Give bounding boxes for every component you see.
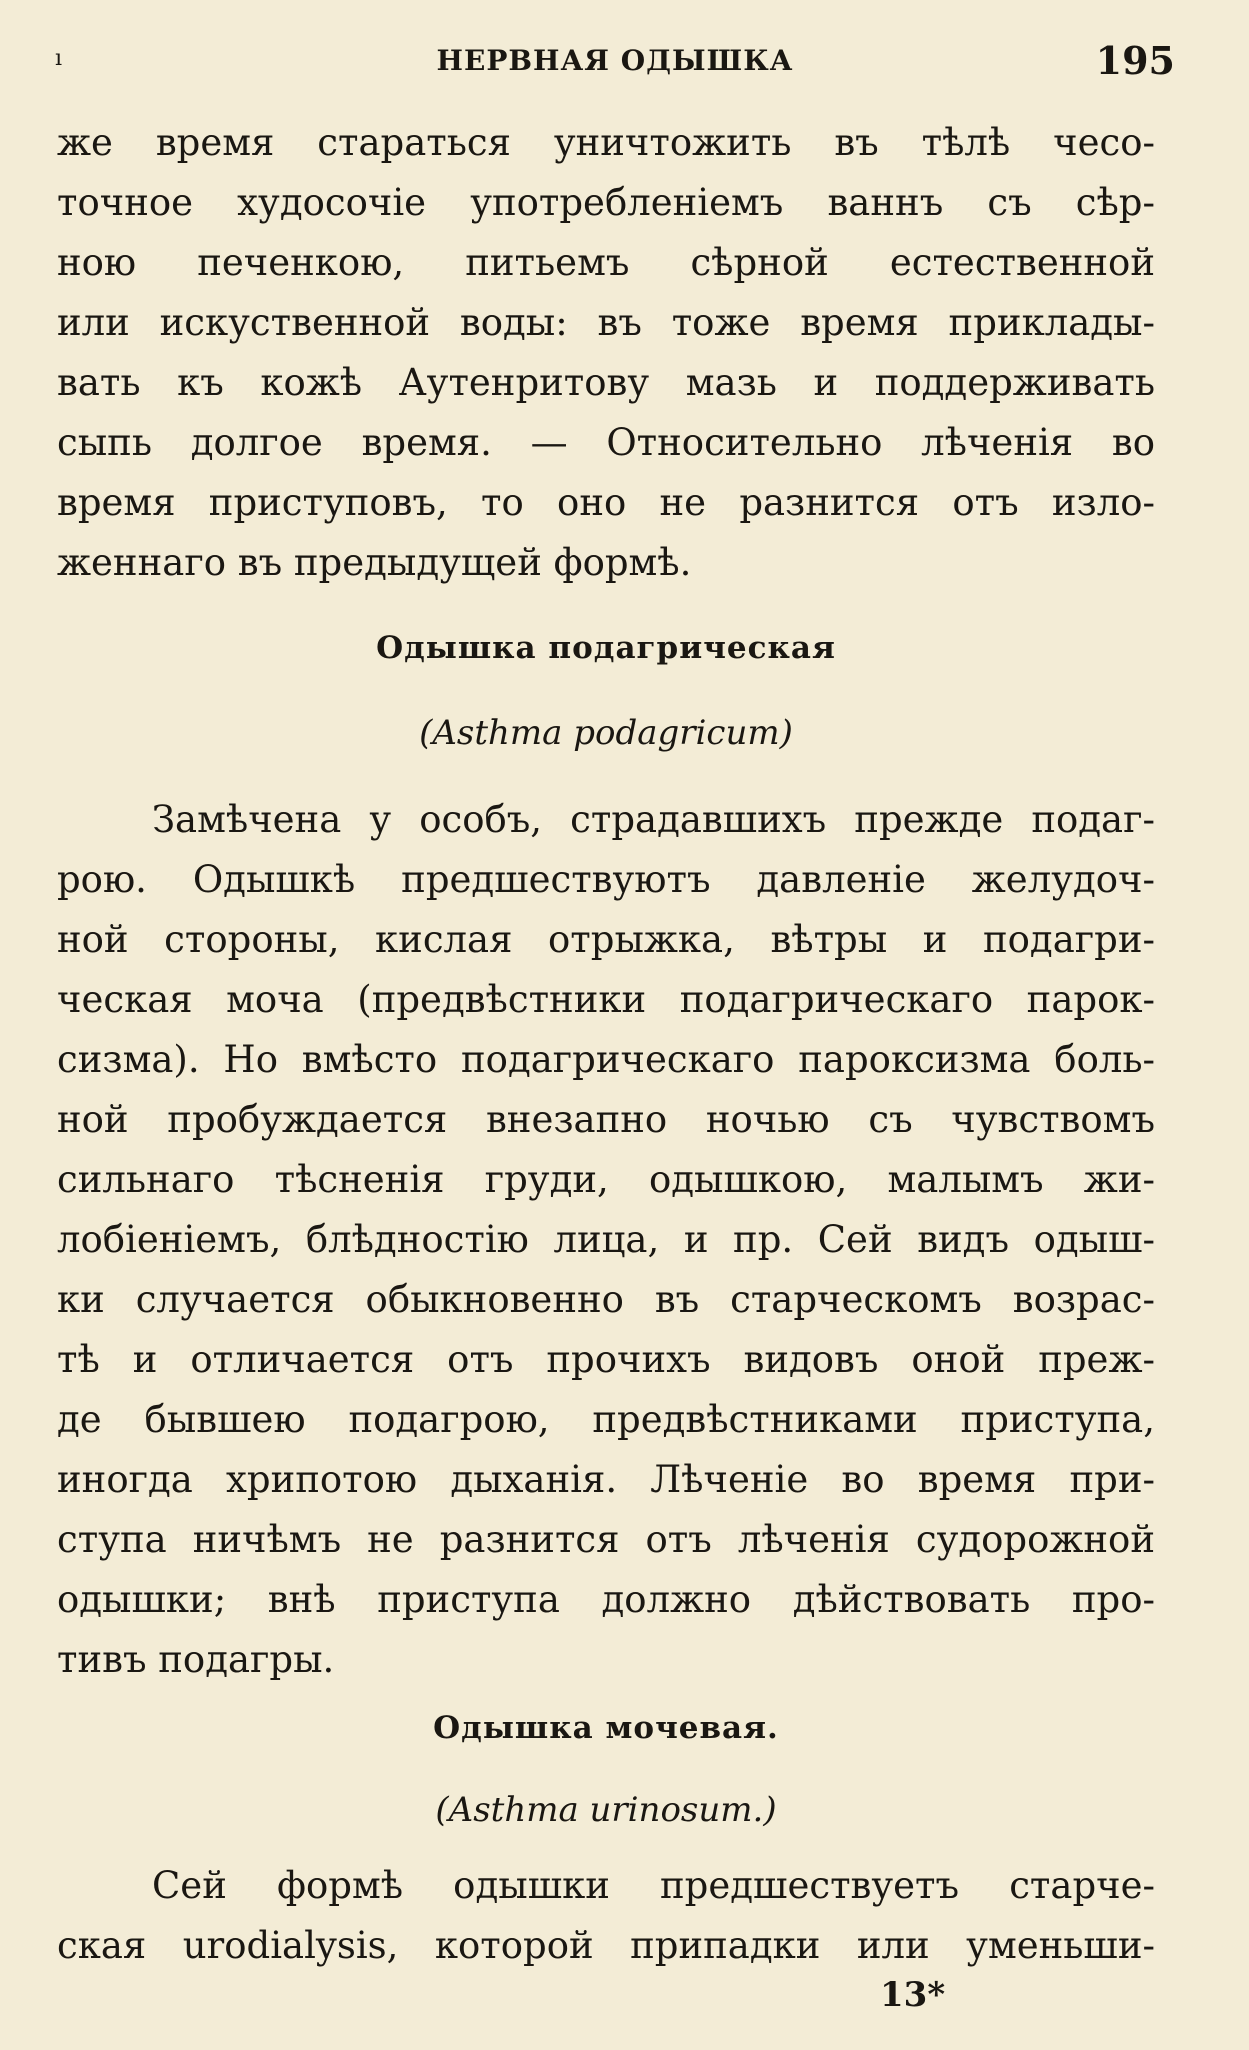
- text-line: ки случается обыкновенно въ старческомъ возрас-: [57, 1278, 1155, 1321]
- page-header: [55, 38, 1175, 88]
- text-line: рою. Одышкѣ предшествуютъ давленіе желудоч-: [57, 858, 1155, 901]
- text-line: Замѣчена у особъ, страдавшихъ прежде подаг-: [152, 798, 1155, 841]
- text-line: ческая моча (предвѣстники подагрическаго парок-: [57, 978, 1155, 1021]
- paragraph-1: [57, 113, 1155, 593]
- text-line: ной стороны, кислая отрыжка, вѣтры и подагри-: [57, 918, 1155, 961]
- header-mark: ı: [55, 46, 63, 71]
- page-number: 195: [1095, 38, 1175, 83]
- paragraph-2: [57, 790, 1155, 1690]
- text-line: время приступовъ, то оно не разнится отъ изло-: [57, 481, 1155, 524]
- text-line: лобіеніемъ, блѣдностію лица, и пр. Сей видъ одыш-: [57, 1218, 1155, 1261]
- text-line: ной пробуждается внезапно ночью съ чувствомъ: [57, 1098, 1155, 1141]
- section-latin-gout: (Asthma podagricum): [419, 713, 793, 753]
- running-title: НЕРВНАЯ ОДЫШКА: [436, 44, 794, 77]
- text-line: Сей формѣ одышки предшествуетъ старче-: [152, 1864, 1155, 1907]
- text-line: одышки; внѣ приступа должно дѣйствовать про-: [57, 1578, 1155, 1621]
- text-line: сильнаго тѣсненія груди, одышкою, малымъ жи-: [57, 1158, 1155, 1201]
- paragraph-3: [57, 1856, 1155, 1976]
- text-line: вать къ кожѣ Аутенритову мазь и поддерживать: [57, 361, 1155, 404]
- text-line: ская urodialysis, которой припадки или уменьши-: [57, 1924, 1155, 1967]
- text-line: точное худосочіе употребленіемъ ваннъ съ сѣр-: [57, 181, 1155, 224]
- section-heading-urinary: Одышка мочевая.: [433, 1710, 779, 1746]
- signature-mark: 13*: [880, 1975, 946, 2015]
- text-line: де бывшею подагрою, предвѣстниками приступа,: [57, 1398, 1155, 1441]
- text-line: иногда хрипотою дыханія. Лѣченіе во время при-: [57, 1458, 1155, 1501]
- text-line: ступа ничѣмъ не разнится отъ лѣченія судорожной: [57, 1518, 1155, 1561]
- text-line: сизма). Но вмѣсто подагрическаго пароксизма боль-: [57, 1038, 1155, 1081]
- section-latin-urinary: (Asthma urinosum.): [435, 1790, 777, 1830]
- section-heading-gout: Одышка подагрическая: [376, 630, 836, 666]
- text-line: тѣ и отличается отъ прочихъ видовъ оной преж-: [57, 1338, 1155, 1381]
- text-line: тивъ подагры.: [57, 1638, 335, 1681]
- text-line: или искуственной воды: въ тоже время приклады-: [57, 301, 1155, 344]
- text-line: сыпь долгое время. — Относительно лѣченія во: [57, 421, 1155, 464]
- text-line: женнаго въ предыдущей формѣ.: [57, 541, 692, 584]
- text-line: ною печенкою, питьемъ сѣрной естественной: [57, 241, 1155, 284]
- text-line: же время стараться уничтожить въ тѣлѣ чесо-: [57, 121, 1155, 164]
